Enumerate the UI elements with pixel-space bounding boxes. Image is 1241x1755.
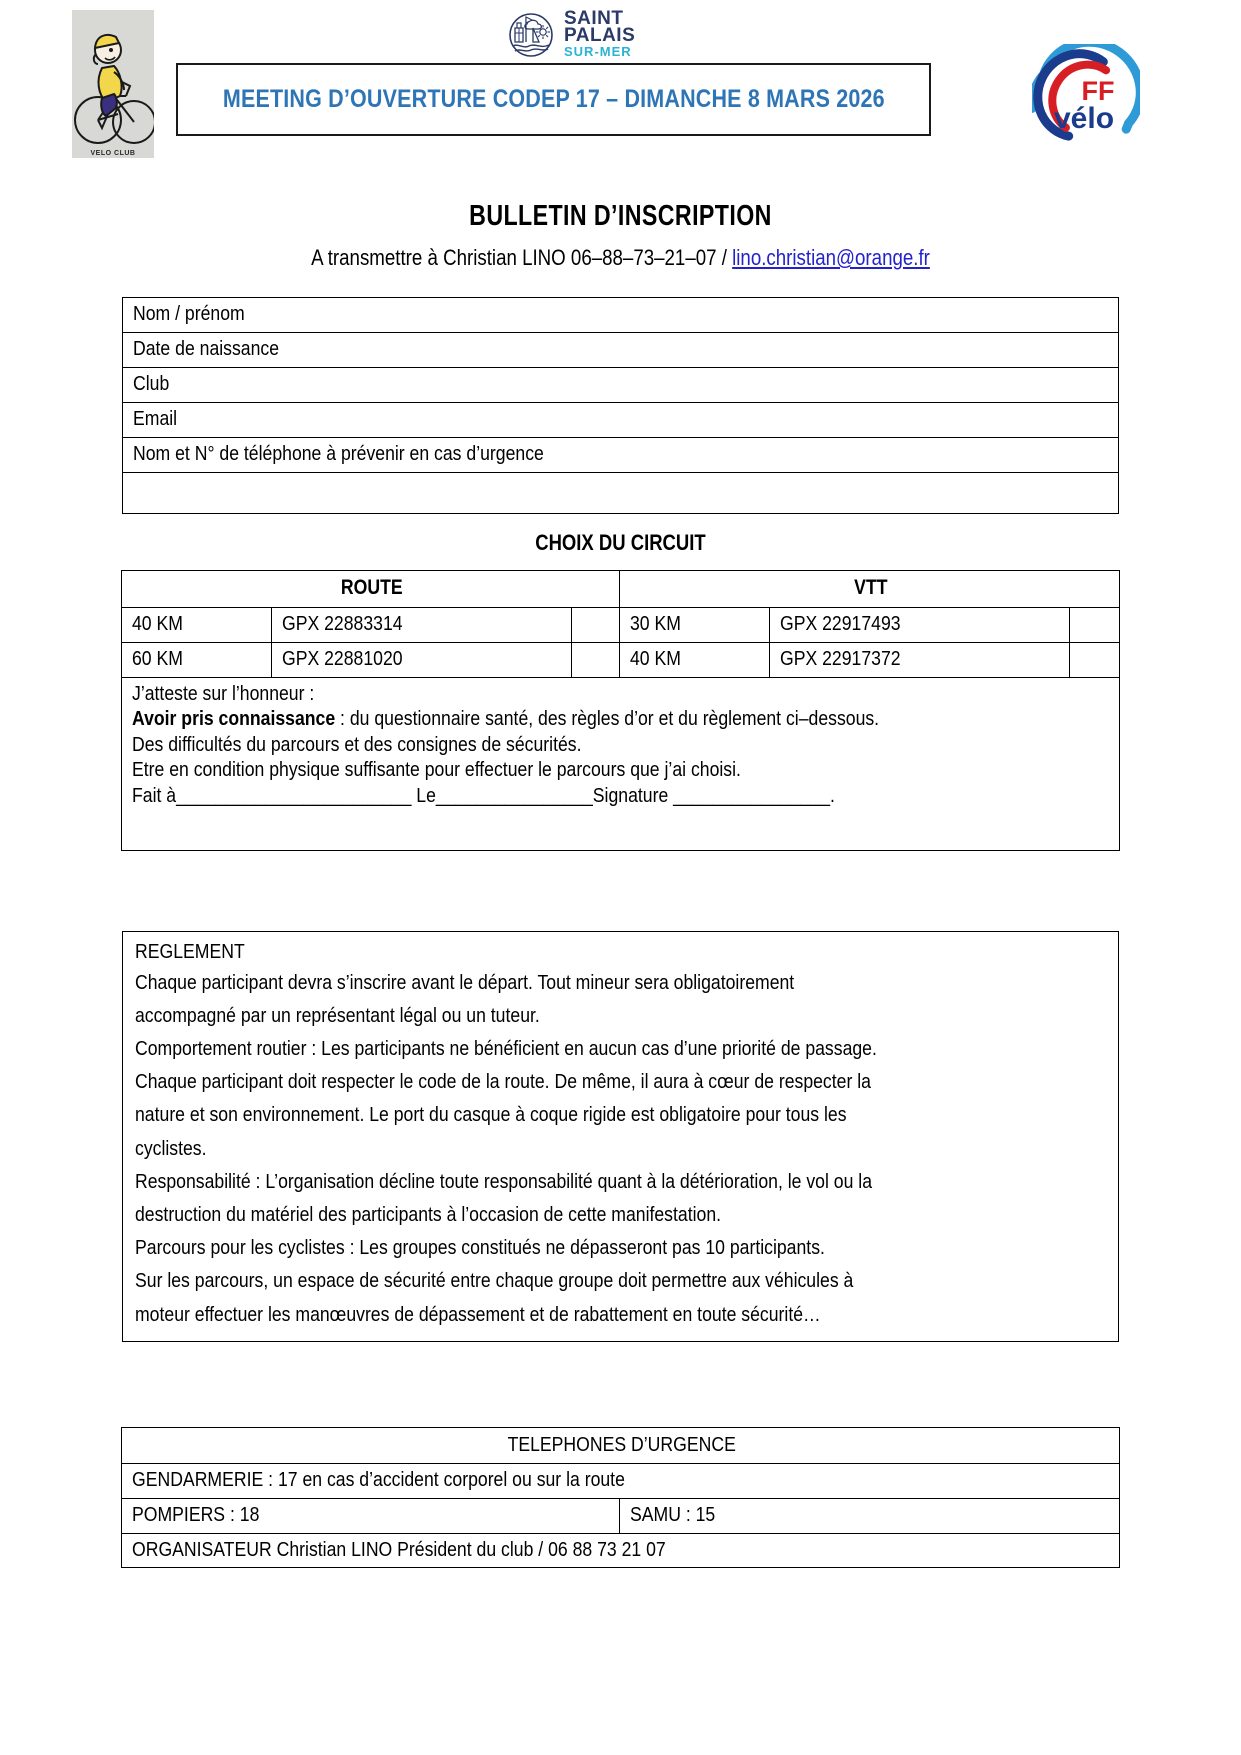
- saint-palais-logo: [505, 5, 680, 63]
- emergency-heading: TELEPHONES D’URGENCE: [122, 1427, 1119, 1464]
- city-logo-line-1: SAINT: [564, 7, 624, 29]
- vtt-distance-cell: 30 KM: [620, 608, 770, 643]
- table-row: [122, 608, 1119, 643]
- reglement-line: accompagné par un représentant légal ou un tuteur.: [135, 1003, 540, 1027]
- seaside-town-emblem-icon: [505, 8, 557, 60]
- reglement-line: cyclistes.: [135, 1136, 207, 1160]
- attestation-line-2-rest: : du questionnaire santé, des règles d’or et du règlement ci–dessous.: [335, 707, 880, 731]
- table-row: [122, 1499, 1119, 1534]
- table-row: [122, 677, 1119, 850]
- ffvelo-logo: [1032, 44, 1140, 154]
- contact-line: [93, 245, 1148, 271]
- attestation-signature-line[interactable]: Fait à________________________ Le________________Signature ________________.: [132, 784, 836, 807]
- table-row: [123, 438, 1119, 473]
- route-distance-cell: 60 KM: [122, 642, 272, 677]
- contact-prefix: A transmettre à Christian LINO 06–88–73–21–07 /: [311, 245, 733, 270]
- route-checkbox-cell[interactable]: [572, 608, 620, 643]
- field-label-email[interactable]: Email: [123, 403, 1119, 438]
- event-banner: [176, 63, 931, 136]
- route-gpx-cell: GPX 22883314: [272, 608, 572, 643]
- event-banner-title: MEETING D’OUVERTURE CODEP 17 – DIMANCHE 8 MARS 2026: [222, 85, 885, 113]
- table-header-row: [122, 571, 1119, 608]
- reglement-line: nature et son environnement. Le port du casque à coque rigide est obligatoire pour tous les: [135, 1103, 847, 1127]
- document-header: [0, 0, 1241, 175]
- vtt-gpx-cell: GPX 22917493: [770, 608, 1070, 643]
- column-header-route: ROUTE: [122, 571, 620, 608]
- velo-club-logo: [72, 10, 154, 158]
- column-header-vtt: VTT: [620, 571, 1119, 608]
- city-logo-line-3: SUR-MER: [564, 44, 632, 60]
- route-gpx-cell: GPX 22881020: [272, 642, 572, 677]
- reglement-line: destruction du matériel des participants à l’occasion de cette manifestation.: [135, 1203, 722, 1227]
- reglement-line: Chaque participant doit respecter le code de la route. De même, il aura à cœur de respecter la: [135, 1070, 871, 1094]
- field-label-date-naissance[interactable]: Date de naissance: [123, 333, 1119, 368]
- table-row: [122, 1533, 1119, 1568]
- cyclist-illustration-icon: [72, 10, 154, 158]
- emergency-samu: SAMU : 15: [620, 1499, 1119, 1534]
- ffvelo-text-velo: vélo: [1053, 102, 1115, 135]
- reglement-line: Responsabilité : L’organisation décline toute responsabilité quant à la détérioration, le vol ou la: [135, 1169, 873, 1193]
- ffvelo-text-ff: FF: [1081, 76, 1115, 106]
- route-checkbox-cell[interactable]: [572, 642, 620, 677]
- attestation-block: [122, 677, 1119, 850]
- attestation-spacer: [132, 809, 1110, 845]
- table-row: [122, 642, 1119, 677]
- table-row: [123, 368, 1119, 403]
- vtt-checkbox-cell[interactable]: [1070, 642, 1119, 677]
- page-title: BULLETIN D’INSCRIPTION: [469, 200, 772, 232]
- field-input-urgence-contact[interactable]: [123, 473, 1119, 514]
- table-row: [123, 333, 1119, 368]
- emergency-gendarmerie: GENDARMERIE : 17 en cas d’accident corporel ou sur la route: [122, 1464, 1119, 1499]
- reglement-line: Sur les parcours, un espace de sécurité entre chaque groupe doit permettre aux véhicules à: [135, 1269, 854, 1293]
- vtt-checkbox-cell[interactable]: [1070, 608, 1119, 643]
- reglement-line: Chaque participant devra s’inscrire avant le départ. Tout mineur sera obligatoirement: [135, 970, 795, 994]
- attestation-line-2: [132, 706, 1110, 732]
- table-row: [123, 298, 1119, 333]
- organizer-email-link[interactable]: lino.christian@orange.fr: [732, 245, 930, 270]
- emergency-organisateur: ORGANISATEUR Christian LINO Président du club / 06 88 73 21 07: [122, 1533, 1119, 1568]
- field-label-urgence-contact[interactable]: Nom et N° de téléphone à prévenir en cas d’urgence: [123, 438, 1119, 473]
- circuit-section-heading: CHOIX DU CIRCUIT: [535, 530, 706, 555]
- attestation-bold-phrase: Avoir pris connaissance: [132, 707, 336, 731]
- attestation-line-1: J’atteste sur l’honneur :: [132, 681, 315, 705]
- velo-club-caption: VELO CLUB: [90, 150, 136, 157]
- table-row: [122, 1464, 1119, 1499]
- attestation-line-4: Etre en condition physique suffisante pour effectuer le parcours que j’ai choisi.: [132, 758, 742, 782]
- table-row: [123, 403, 1119, 438]
- emergency-pompiers: POMPIERS : 18: [122, 1499, 620, 1534]
- vtt-gpx-cell: GPX 22917372: [770, 642, 1070, 677]
- participant-info-table: [122, 297, 1119, 514]
- field-label-club[interactable]: Club: [123, 368, 1119, 403]
- attestation-line-3: Des difficultés du parcours et des consignes de sécurités.: [132, 732, 582, 756]
- table-row: [123, 473, 1119, 514]
- table-header-row: [122, 1427, 1119, 1464]
- route-distance-cell: 40 KM: [122, 608, 272, 643]
- field-label-nom-prenom[interactable]: Nom / prénom: [123, 298, 1119, 333]
- reglement-line: moteur effectuer les manœuvres de dépassement et de rabattement en toute sécurité…: [135, 1302, 821, 1326]
- circuit-choice-table: [121, 570, 1119, 851]
- reglement-title: REGLEMENT: [135, 939, 245, 963]
- reglement-line: Parcours pour les cyclistes : Les groupes constitués ne dépasseront pas 10 participants.: [135, 1236, 825, 1260]
- reglement-section: [122, 931, 1119, 1342]
- vtt-distance-cell: 40 KM: [620, 642, 770, 677]
- city-logo-line-2: PALAIS: [564, 25, 636, 47]
- ffvelo-emblem-icon: [1032, 44, 1140, 154]
- emergency-phones-table: [121, 1427, 1119, 1569]
- reglement-line: Comportement routier : Les participants ne bénéficient en aucun cas d’une priorité de passage.: [135, 1037, 877, 1061]
